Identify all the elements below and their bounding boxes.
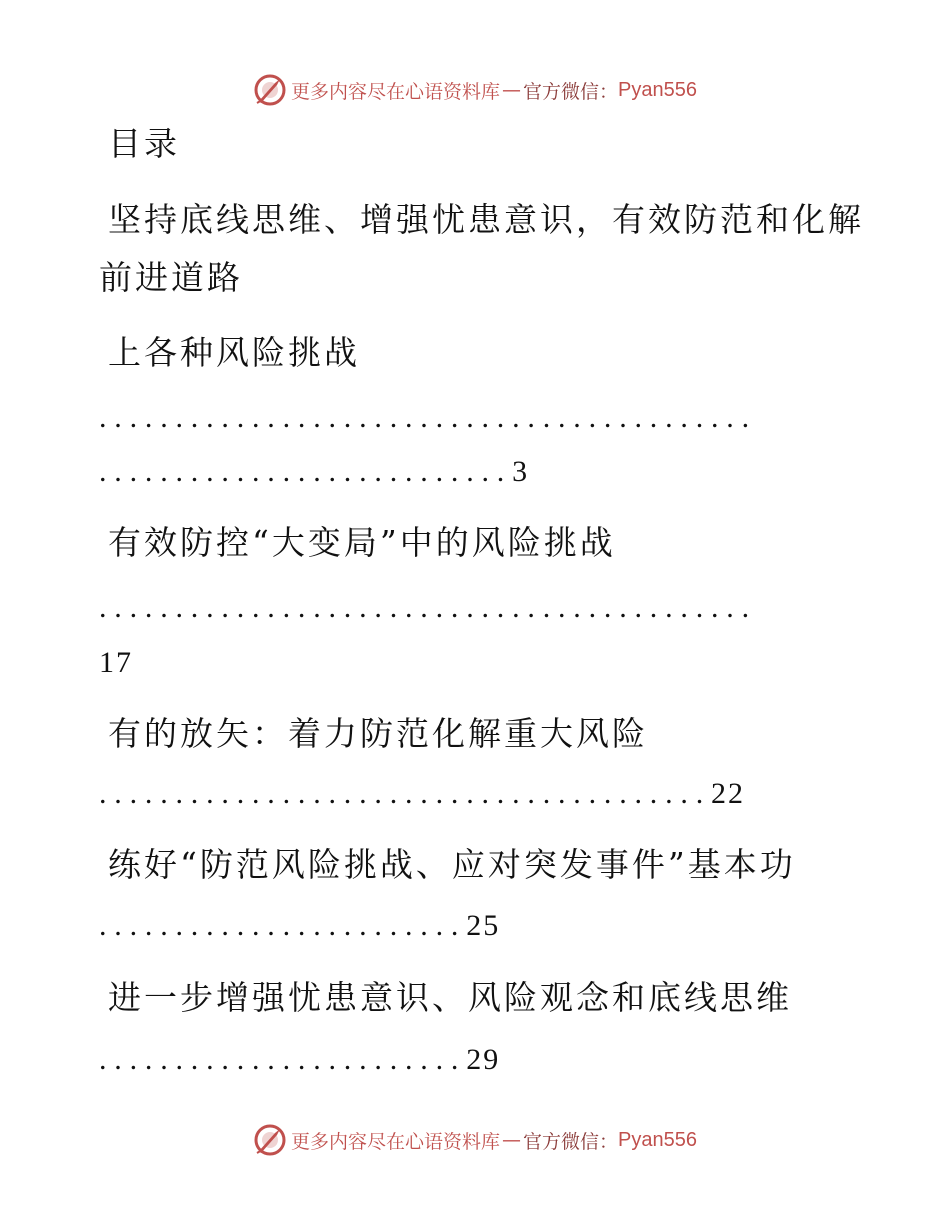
- toc-entry-2-page[interactable]: 17: [99, 646, 133, 679]
- toc-entry-4-leader-row: [99, 906, 500, 946]
- toc-entry-3-leader: ........................................: [99, 777, 711, 810]
- toc-entry-1-leader: ...........................................: [99, 401, 757, 434]
- banner-text: 更多内容尽在心语资料库: [291, 80, 501, 103]
- toc-entry-1-title-line2[interactable]: 前进道路: [99, 258, 243, 297]
- wechat-label: 官方微信：: [523, 1130, 619, 1153]
- pen-logo-icon: [253, 1123, 287, 1157]
- banner-separator: —: [502, 79, 522, 101]
- toc-entry-3-title[interactable]: 有的放矢：着力防范化解重大风险: [108, 714, 648, 753]
- wechat-id: Pyan556: [618, 78, 697, 101]
- toc-entry-4-leader: ........................: [99, 909, 467, 942]
- toc-entry-3-page[interactable]: 22: [711, 777, 745, 810]
- toc-heading: 目录: [108, 124, 180, 163]
- toc-entry-5-leader: ........................: [99, 1043, 467, 1076]
- toc-entry-1-title-line3[interactable]: 上各种风险挑战: [108, 333, 360, 372]
- footer-banner: [0, 1120, 950, 1160]
- toc-entry-2-leader: ...........................................: [99, 591, 757, 624]
- toc-entry-1-page[interactable]: 3: [512, 455, 530, 488]
- wechat-label: 官方微信：: [523, 80, 619, 103]
- toc-entry-1-leader-row2: [99, 452, 529, 492]
- toc-entry-4-title[interactable]: 练好“防范风险挑战、应对突发事件”基本功: [108, 845, 796, 884]
- toc-entry-2-page-row: [0, 641, 950, 683]
- toc-entry-3-leader-row: [99, 774, 745, 814]
- banner-text: 更多内容尽在心语资料库: [291, 1130, 501, 1153]
- banner-separator: —: [502, 1129, 522, 1151]
- toc-entry-5-title[interactable]: 进一步增强忧患意识、风险观念和底线思维: [108, 978, 792, 1017]
- toc-entry-1-title-line1[interactable]: 坚持底线思维、增强忧患意识，有效防范和化解: [108, 200, 864, 239]
- header-banner: [0, 70, 950, 110]
- toc-entry-4-page[interactable]: 25: [466, 909, 501, 942]
- toc-entry-1-leader-2: ...........................: [99, 455, 513, 488]
- wechat-id: Pyan556: [618, 1128, 697, 1151]
- pen-logo-icon: [253, 73, 287, 107]
- toc-entry-5-page[interactable]: 29: [466, 1043, 501, 1076]
- toc-entry-5-leader-row: [99, 1040, 500, 1080]
- toc-entry-2-title[interactable]: 有效防控“大变局”中的风险挑战: [108, 523, 616, 562]
